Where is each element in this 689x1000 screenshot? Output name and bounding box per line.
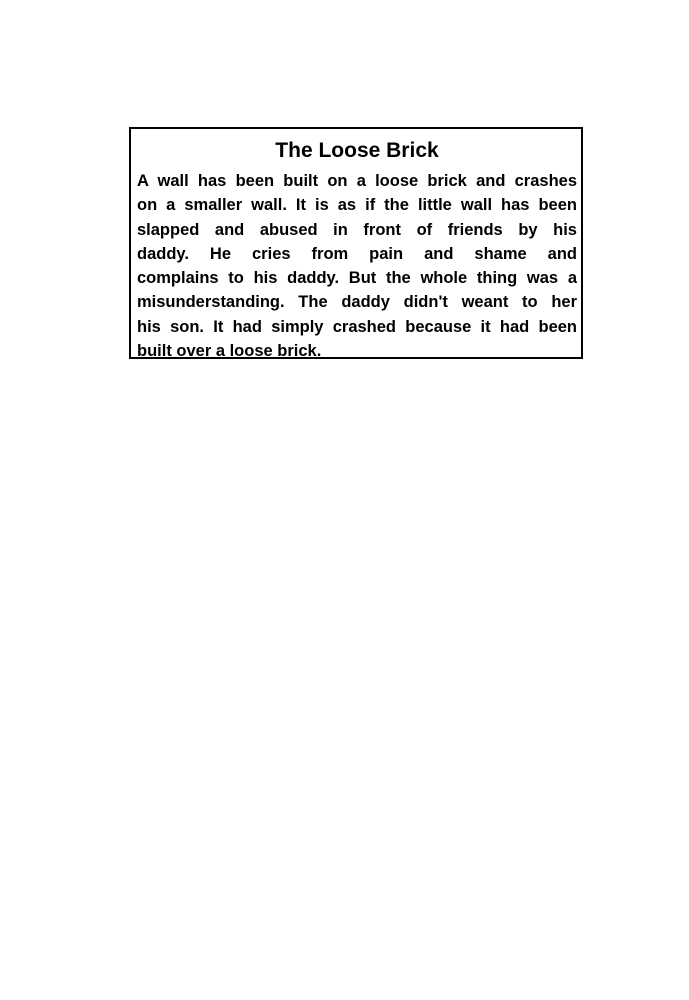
story-line: on a smaller wall. It is as if the little wall has been (137, 196, 577, 215)
story-line: complains to his daddy. But the whole thing was a (137, 269, 577, 288)
story-line: daddy. He cries from pain and shame and (137, 244, 577, 263)
story-body (137, 169, 577, 363)
story-line: built over a loose brick. (137, 342, 322, 361)
story-line: his son. It had simply crashed because it had been (137, 317, 577, 336)
story-line: misunderstanding. The daddy didn't weant to her (137, 293, 577, 312)
story-line: A wall has been built on a loose brick and crashes (137, 172, 577, 190)
story-line: slapped and abused in front of friends by his (137, 220, 577, 239)
story-box (129, 127, 583, 359)
story-title: The Loose Brick (275, 139, 439, 162)
